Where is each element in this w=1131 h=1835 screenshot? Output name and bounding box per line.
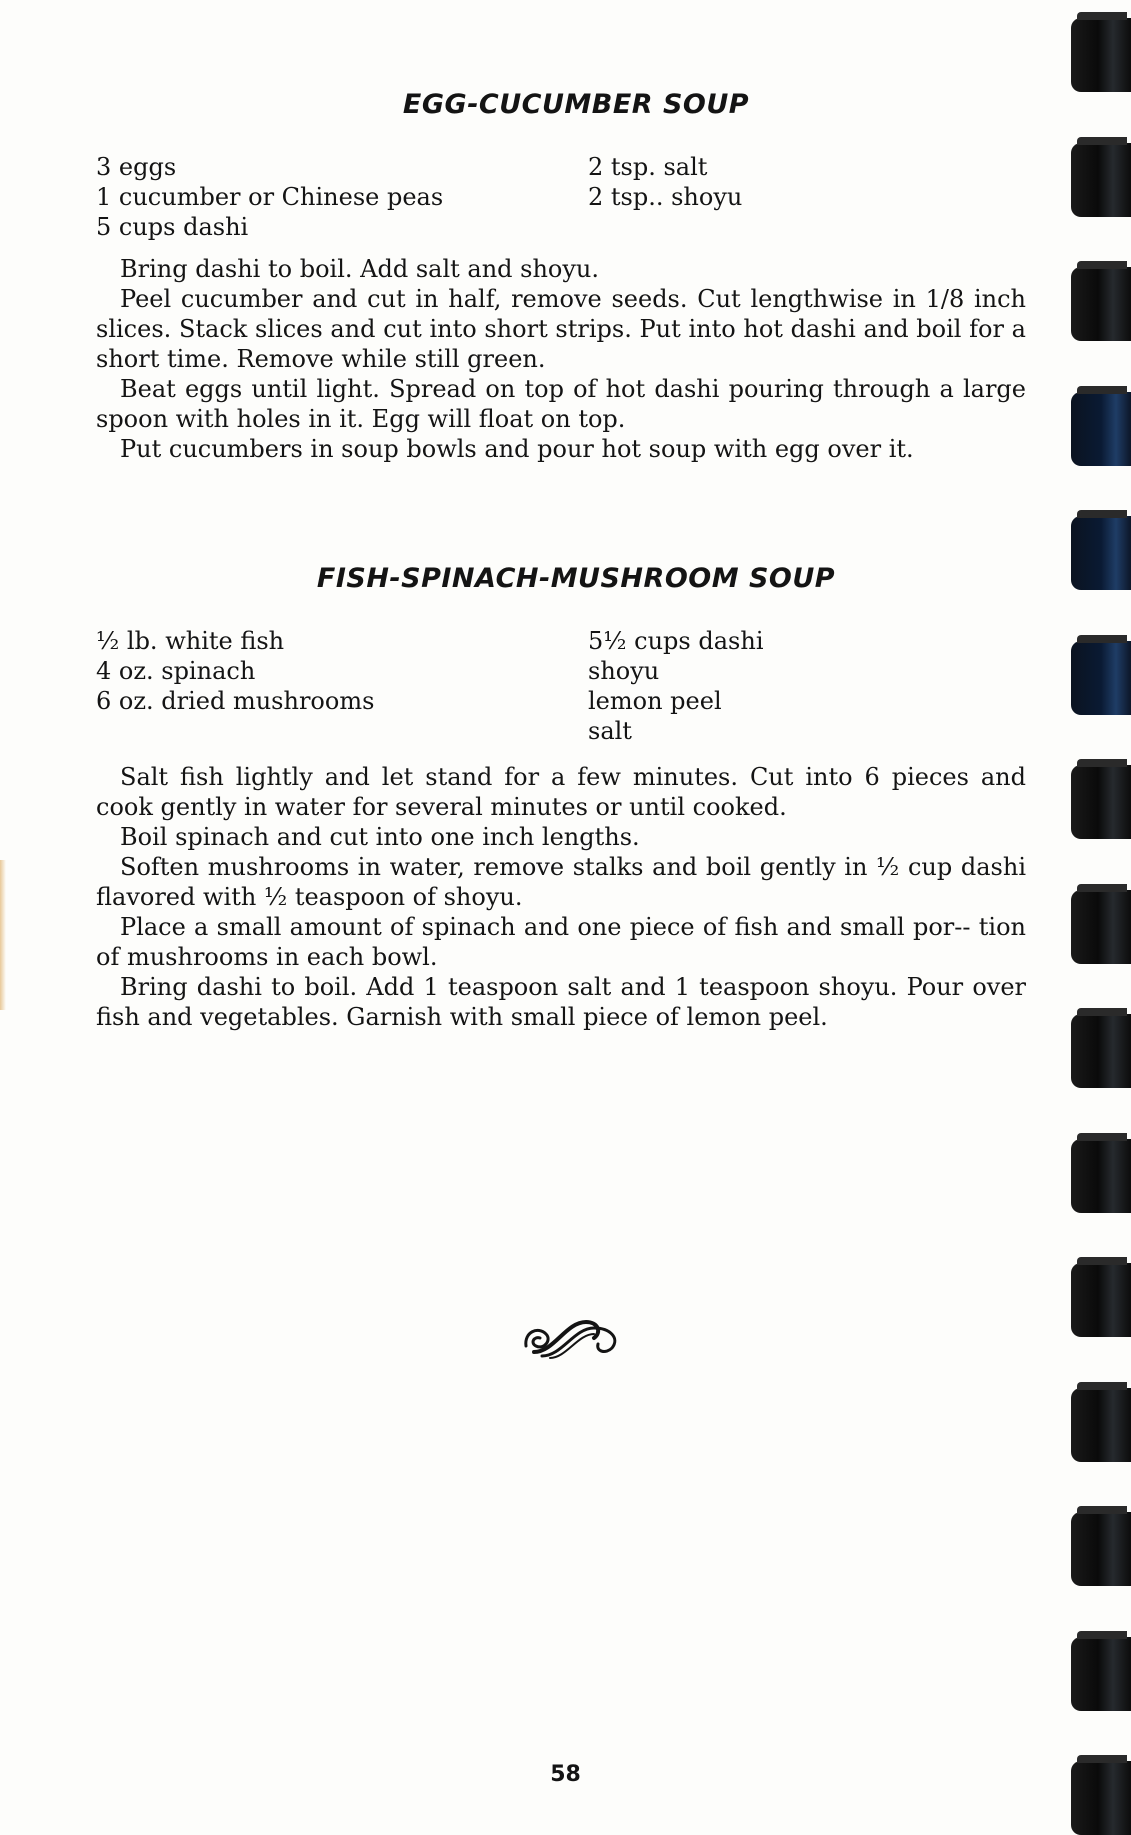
binding-ring — [1071, 1263, 1131, 1337]
direction-step: Salt fish lightly and let stand for a few minutes. Cut into 6 pieces and cook gently in water for several minutes or until cooked. — [96, 763, 1026, 821]
binding-ring — [1071, 1139, 1131, 1213]
spiral-binding — [1069, 0, 1131, 1835]
direction-step: Soften mushrooms in water, remove stalks and boil gently in ½ cup dashi flavored with ½ teaspoon of shoyu. — [96, 853, 1026, 911]
recipe-directions — [96, 254, 1026, 464]
binding-ring — [1071, 1014, 1131, 1088]
ingredient-item: 1 cucumber or Chinese peas — [96, 183, 444, 211]
direction-step: Bring dashi to boil. Add 1 teaspoon salt and 1 teaspoon shoyu. Pour over fish and vegetables. Garnish with small piece of lemon peel. — [96, 973, 1026, 1031]
ingredient-item: 5 cups dashi — [96, 213, 249, 241]
ingredient-item: salt — [588, 717, 632, 745]
ingredient-item: 2 tsp. salt — [588, 153, 708, 181]
ingredient-list — [96, 626, 1026, 752]
ingredient-item: lemon peel — [588, 687, 722, 715]
binding-ring — [1071, 1388, 1131, 1462]
direction-step: Peel cucumber and cut in half, remove seeds. Cut lengthwise in 1/8 inch slices. Stack slices and cut into short strips. Put into hot dashi and boil for a short time. Remove while still green. — [96, 285, 1026, 373]
binding-ring — [1071, 890, 1131, 964]
direction-step: Place a small amount of spinach and one piece of fish and small por-- tion of mushrooms in each bowl. — [96, 913, 1026, 971]
recipe-directions — [96, 762, 1026, 1032]
ingredient-item: 2 tsp.. shoyu — [588, 183, 743, 211]
binding-ring — [1071, 392, 1131, 466]
binding-ring — [1071, 765, 1131, 839]
binding-ring — [1071, 143, 1131, 217]
binding-ring — [1071, 641, 1131, 715]
ingredient-column-right — [588, 152, 742, 212]
binding-ring — [1071, 516, 1131, 590]
binding-ring — [1071, 1512, 1131, 1586]
recipe-egg-cucumber-soup — [96, 88, 1026, 464]
ingredient-item: shoyu — [588, 657, 660, 685]
flourish-ornament-icon — [520, 1312, 628, 1362]
ingredient-list — [96, 152, 1026, 248]
binding-ring — [1071, 1761, 1131, 1835]
ingredient-item: ½ lb. white fish — [96, 627, 285, 655]
direction-step: Bring dashi to boil. Add salt and shoyu. — [120, 255, 600, 283]
binding-ring — [1071, 267, 1131, 341]
page-edge-stain — [0, 860, 6, 1010]
recipe-fish-spinach-mushroom-soup — [96, 562, 1026, 1032]
direction-step: Beat eggs until light. Spread on top of hot dashi pouring through a large spoon with holes in it. Egg will float on top. — [96, 375, 1026, 433]
ingredient-item: 6 oz. dried mushrooms — [96, 687, 375, 715]
recipe-title: EGG-CUCUMBER SOUP — [402, 89, 750, 120]
ingredient-item: 3 eggs — [96, 153, 177, 181]
page-number: 58 — [550, 1762, 581, 1787]
ingredient-column-left — [96, 152, 443, 242]
ingredient-column-left — [96, 626, 374, 716]
binding-ring — [1071, 1637, 1131, 1711]
recipe-title: FISH-SPINACH-MUSHROOM SOUP — [316, 563, 836, 594]
ingredient-item: 4 oz. spinach — [96, 657, 256, 685]
ingredient-column-right — [588, 626, 764, 746]
binding-ring — [1071, 18, 1131, 92]
direction-step: Boil spinach and cut into one inch lengths. — [120, 823, 640, 851]
direction-step: Put cucumbers in soup bowls and pour hot soup with egg over it. — [120, 435, 914, 463]
ingredient-item: 5½ cups dashi — [588, 627, 764, 655]
